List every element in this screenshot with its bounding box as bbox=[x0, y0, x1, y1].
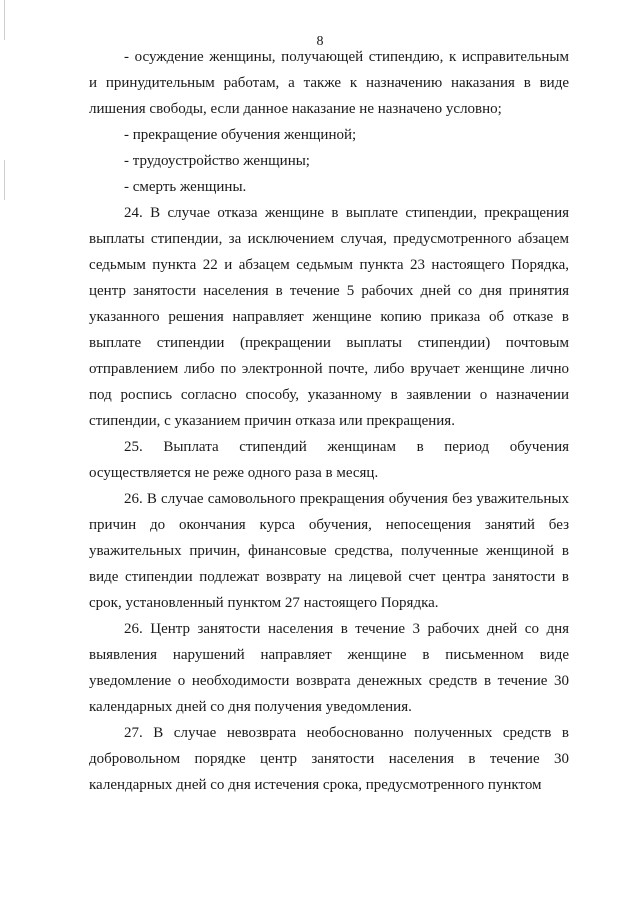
paragraph-25: 25. Выплата стипендий женщинам в период обучения осуществляется не реже одного раза в месяц. bbox=[89, 439, 569, 481]
scan-edge-mark bbox=[4, 160, 5, 200]
list-item-termination: - прекращение обучения женщиной; bbox=[124, 127, 357, 143]
document-body bbox=[89, 44, 569, 798]
list-item-death: - смерть женщины. bbox=[124, 179, 247, 195]
paragraph-24: 24. В случае отказа женщине в выплате стипендии, прекращения выплаты стипендии, за исключением случая, предусмотренного абзацем седьмым пункта 22 и абзацем седьмым пункта 23 настоящего Порядка, центр занятости населения в течение 5 рабочих дней со дня принятия указанного решения направляет женщине копию приказа об отказе в выплате стипендии (прекращении выплаты стипендии) почтовым отправлением либо по электронной почте, либо вручает женщине лично под роспись согласно способу, указанному в заявлении о назначении стипендии, с указанием причин отказа или прекращения. bbox=[89, 205, 569, 429]
paragraph-27: 27. В случае невозврата необоснованно полученных средств в добровольном порядке центр занятости населения в течение 30 календарных дней со дня истечения срока, предусмотренного пунктом bbox=[89, 725, 569, 793]
page-number: 8 bbox=[316, 34, 324, 49]
paragraph-26-b: 26. Центр занятости населения в течение 3 рабочих дней со дня выявления нарушений направляет женщине в письменном виде уведомление о необходимости возврата денежных средств в течение 30 календарных дней со дня получения уведомления. bbox=[89, 621, 569, 715]
list-item-employment: - трудоустройство женщины; bbox=[124, 153, 310, 169]
paragraph-conviction: - осуждение женщины, получающей стипендию, к исправительным и принудительным работам, а также к назначению наказания в виде лишения свободы, если данное наказание не назначено условно; bbox=[89, 49, 569, 117]
paragraph-26-a: 26. В случае самовольного прекращения обучения без уважительных причин до окончания курса обучения, непосещения занятий без уважительных причин, финансовые средства, полученные женщиной в виде стипендии подлежат возврату на лицевой счет центра занятости в срок, установленный пунктом 27 настоящего Порядка. bbox=[89, 491, 569, 611]
